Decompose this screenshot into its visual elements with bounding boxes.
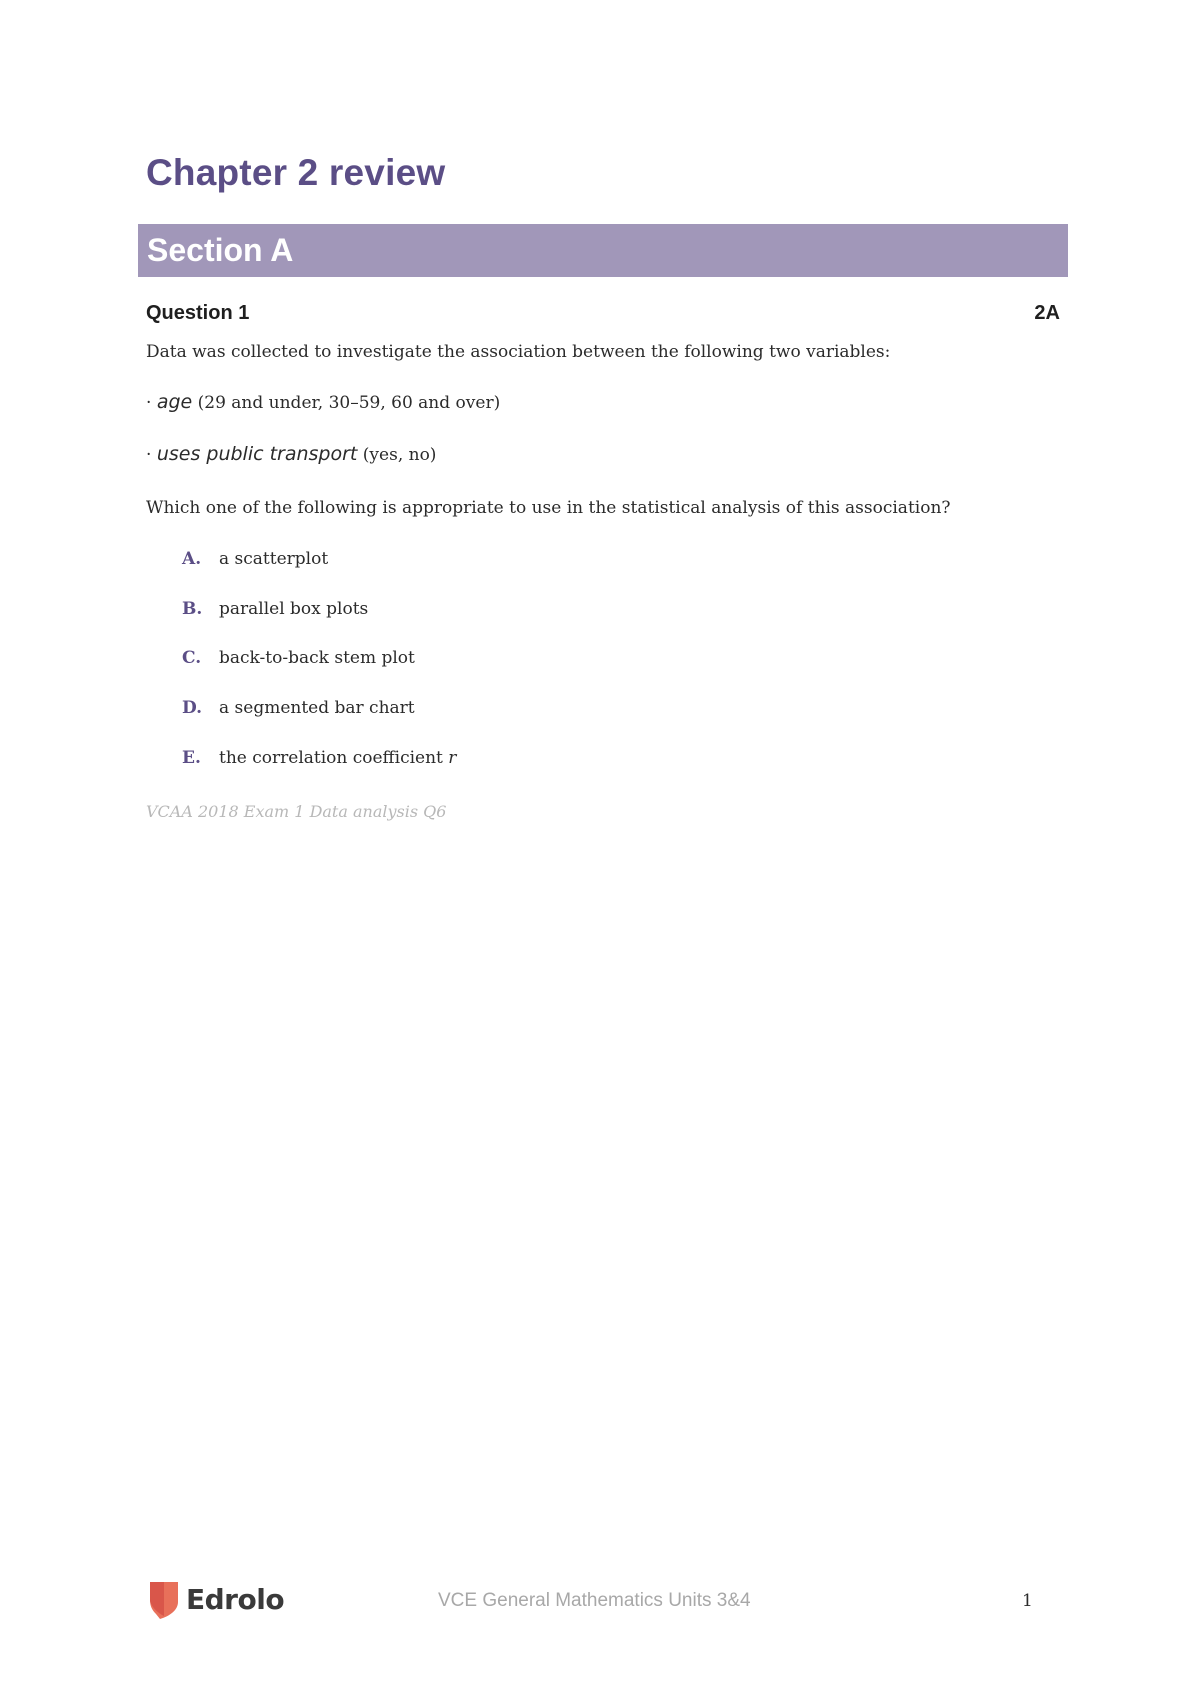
option-letter: E. [182, 748, 201, 768]
variable-item [146, 391, 500, 413]
option-text: a scatterplot [219, 549, 329, 569]
option-text: back-to-back stem plot [219, 648, 415, 668]
option-text-main: the correlation coefficient [219, 748, 443, 768]
question-number: Question 1 [146, 302, 250, 324]
option-text: a segmented bar chart [219, 698, 415, 718]
variable-name: age [156, 391, 193, 413]
variable-item [146, 443, 436, 465]
question-source: VCAA 2018 Exam 1 Data analysis Q6 [146, 802, 447, 821]
question-prompt: Which one of the following is appropriate to use in the statistical analysis of this association? [146, 498, 951, 518]
question-intro: Data was collected to investigate the association between the following two variables: [146, 342, 891, 362]
option-text: parallel box plots [219, 599, 369, 619]
shield-logo-icon [148, 1580, 180, 1620]
option-text [219, 748, 456, 768]
bullet: · [146, 393, 152, 413]
footer-course-title: VCE General Mathematics Units 3&4 [438, 1590, 751, 1611]
edrolo-logo [148, 1580, 288, 1624]
chapter-title: Chapter 2 review [146, 152, 446, 193]
brand-name: Edrolo [186, 1583, 285, 1616]
option-letter: C. [182, 648, 202, 668]
option-letter: A. [182, 549, 202, 569]
page-number: 1 [1022, 1591, 1033, 1611]
variable-detail: (yes, no) [362, 445, 437, 465]
section-title: Section A [147, 232, 294, 268]
section-banner [138, 224, 1068, 277]
option-letter: D. [182, 698, 203, 718]
question-header [146, 302, 1060, 330]
bullet: · [146, 445, 152, 465]
correlation-symbol: r [448, 748, 457, 768]
variable-name: uses public transport [156, 443, 358, 465]
option-letter: B. [182, 599, 203, 619]
variable-detail: (29 and under, 30–59, 60 and over) [197, 393, 501, 413]
question-topic-tag: 2A [1034, 302, 1060, 324]
